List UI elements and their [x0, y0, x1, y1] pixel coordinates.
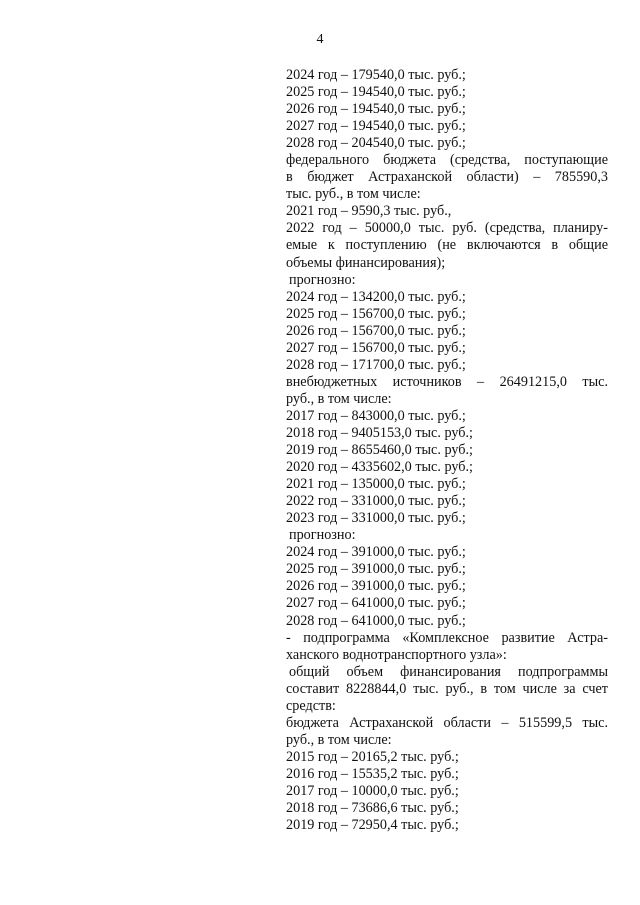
text-line: 2021 год – 9590,3 тыс. руб.,	[286, 203, 452, 220]
text-line: 2027 год – 156700,0 тыс. руб.;	[286, 339, 466, 356]
text-line: емые к поступлению (не включаются в общие	[286, 237, 608, 254]
text-line: 2025 год – 194540,0 тыс. руб.;	[286, 84, 466, 101]
text-line: объемы финансирования);	[286, 254, 446, 271]
text-line: 2019 год – 8655460,0 тыс. руб.;	[286, 442, 473, 459]
text-line: 2027 год – 194540,0 тыс. руб.;	[286, 118, 466, 135]
text-line: 2024 год – 134200,0 тыс. руб.;	[286, 288, 466, 305]
text-line: 2022 год – 50000,0 тыс. руб. (средства, планиру-	[286, 220, 608, 237]
text-line: федерального бюджета (средства, поступающие	[286, 152, 608, 169]
text-line: 2028 год – 641000,0 тыс. руб.;	[286, 612, 466, 629]
text-line: 2027 год – 641000,0 тыс. руб.;	[286, 595, 466, 612]
text-line: руб., в том числе:	[286, 731, 392, 748]
text-line: 2019 год – 72950,4 тыс. руб.;	[286, 817, 459, 834]
text-line: 2022 год – 331000,0 тыс. руб.;	[286, 493, 466, 510]
text-line: 2028 год – 204540,0 тыс. руб.;	[286, 135, 466, 152]
document-body	[286, 67, 608, 834]
text-line: 2026 год – 391000,0 тыс. руб.;	[286, 578, 466, 595]
text-line: 2017 год – 843000,0 тыс. руб.;	[286, 407, 466, 424]
text-line: 2025 год – 391000,0 тыс. руб.;	[286, 561, 466, 578]
text-line: составит 8228844,0 тыс. руб., в том числе за счет	[286, 680, 608, 697]
text-line: 2015 год – 20165,2 тыс. руб.;	[286, 748, 459, 765]
text-line: руб., в том числе:	[286, 390, 392, 407]
text-line: ханского воднотранспортного узла»:	[286, 646, 507, 663]
text-line: 2016 год – 15535,2 тыс. руб.;	[286, 765, 459, 782]
text-line: 2018 год – 9405153,0 тыс. руб.;	[286, 424, 473, 441]
text-line: 2020 год – 4335602,0 тыс. руб.;	[286, 459, 473, 476]
text-line: средств:	[286, 697, 336, 714]
text-line: 2025 год – 156700,0 тыс. руб.;	[286, 305, 466, 322]
text-line: - подпрограмма «Комплексное развитие Астра-	[286, 629, 608, 646]
text-line: внебюджетных источников – 26491215,0 тыс.	[286, 373, 608, 390]
text-line: в бюджет Астраханской области) – 785590,3	[286, 169, 608, 186]
text-line: тыс. руб., в том числе:	[286, 186, 421, 203]
text-line: 2024 год – 391000,0 тыс. руб.;	[286, 544, 466, 561]
text-line: 2023 год – 331000,0 тыс. руб.;	[286, 510, 466, 527]
text-line: 2021 год – 135000,0 тыс. руб.;	[286, 476, 466, 493]
text-line: 2028 год – 171700,0 тыс. руб.;	[286, 356, 466, 373]
text-line: бюджета Астраханской области – 515599,5 тыс.	[286, 714, 608, 731]
text-line: прогнозно:	[289, 527, 356, 544]
text-line: 2026 год – 194540,0 тыс. руб.;	[286, 101, 466, 118]
text-line: 2024 год – 179540,0 тыс. руб.;	[286, 67, 466, 83]
text-line: прогнозно:	[289, 271, 356, 288]
text-line: 2017 год – 10000,0 тыс. руб.;	[286, 782, 459, 799]
text-line: общий объем финансирования подпрограммы	[289, 663, 608, 680]
text-line: 2026 год – 156700,0 тыс. руб.;	[286, 322, 466, 339]
page-number: 4	[316, 32, 324, 47]
text-line: 2018 год – 73686,6 тыс. руб.;	[286, 800, 459, 817]
